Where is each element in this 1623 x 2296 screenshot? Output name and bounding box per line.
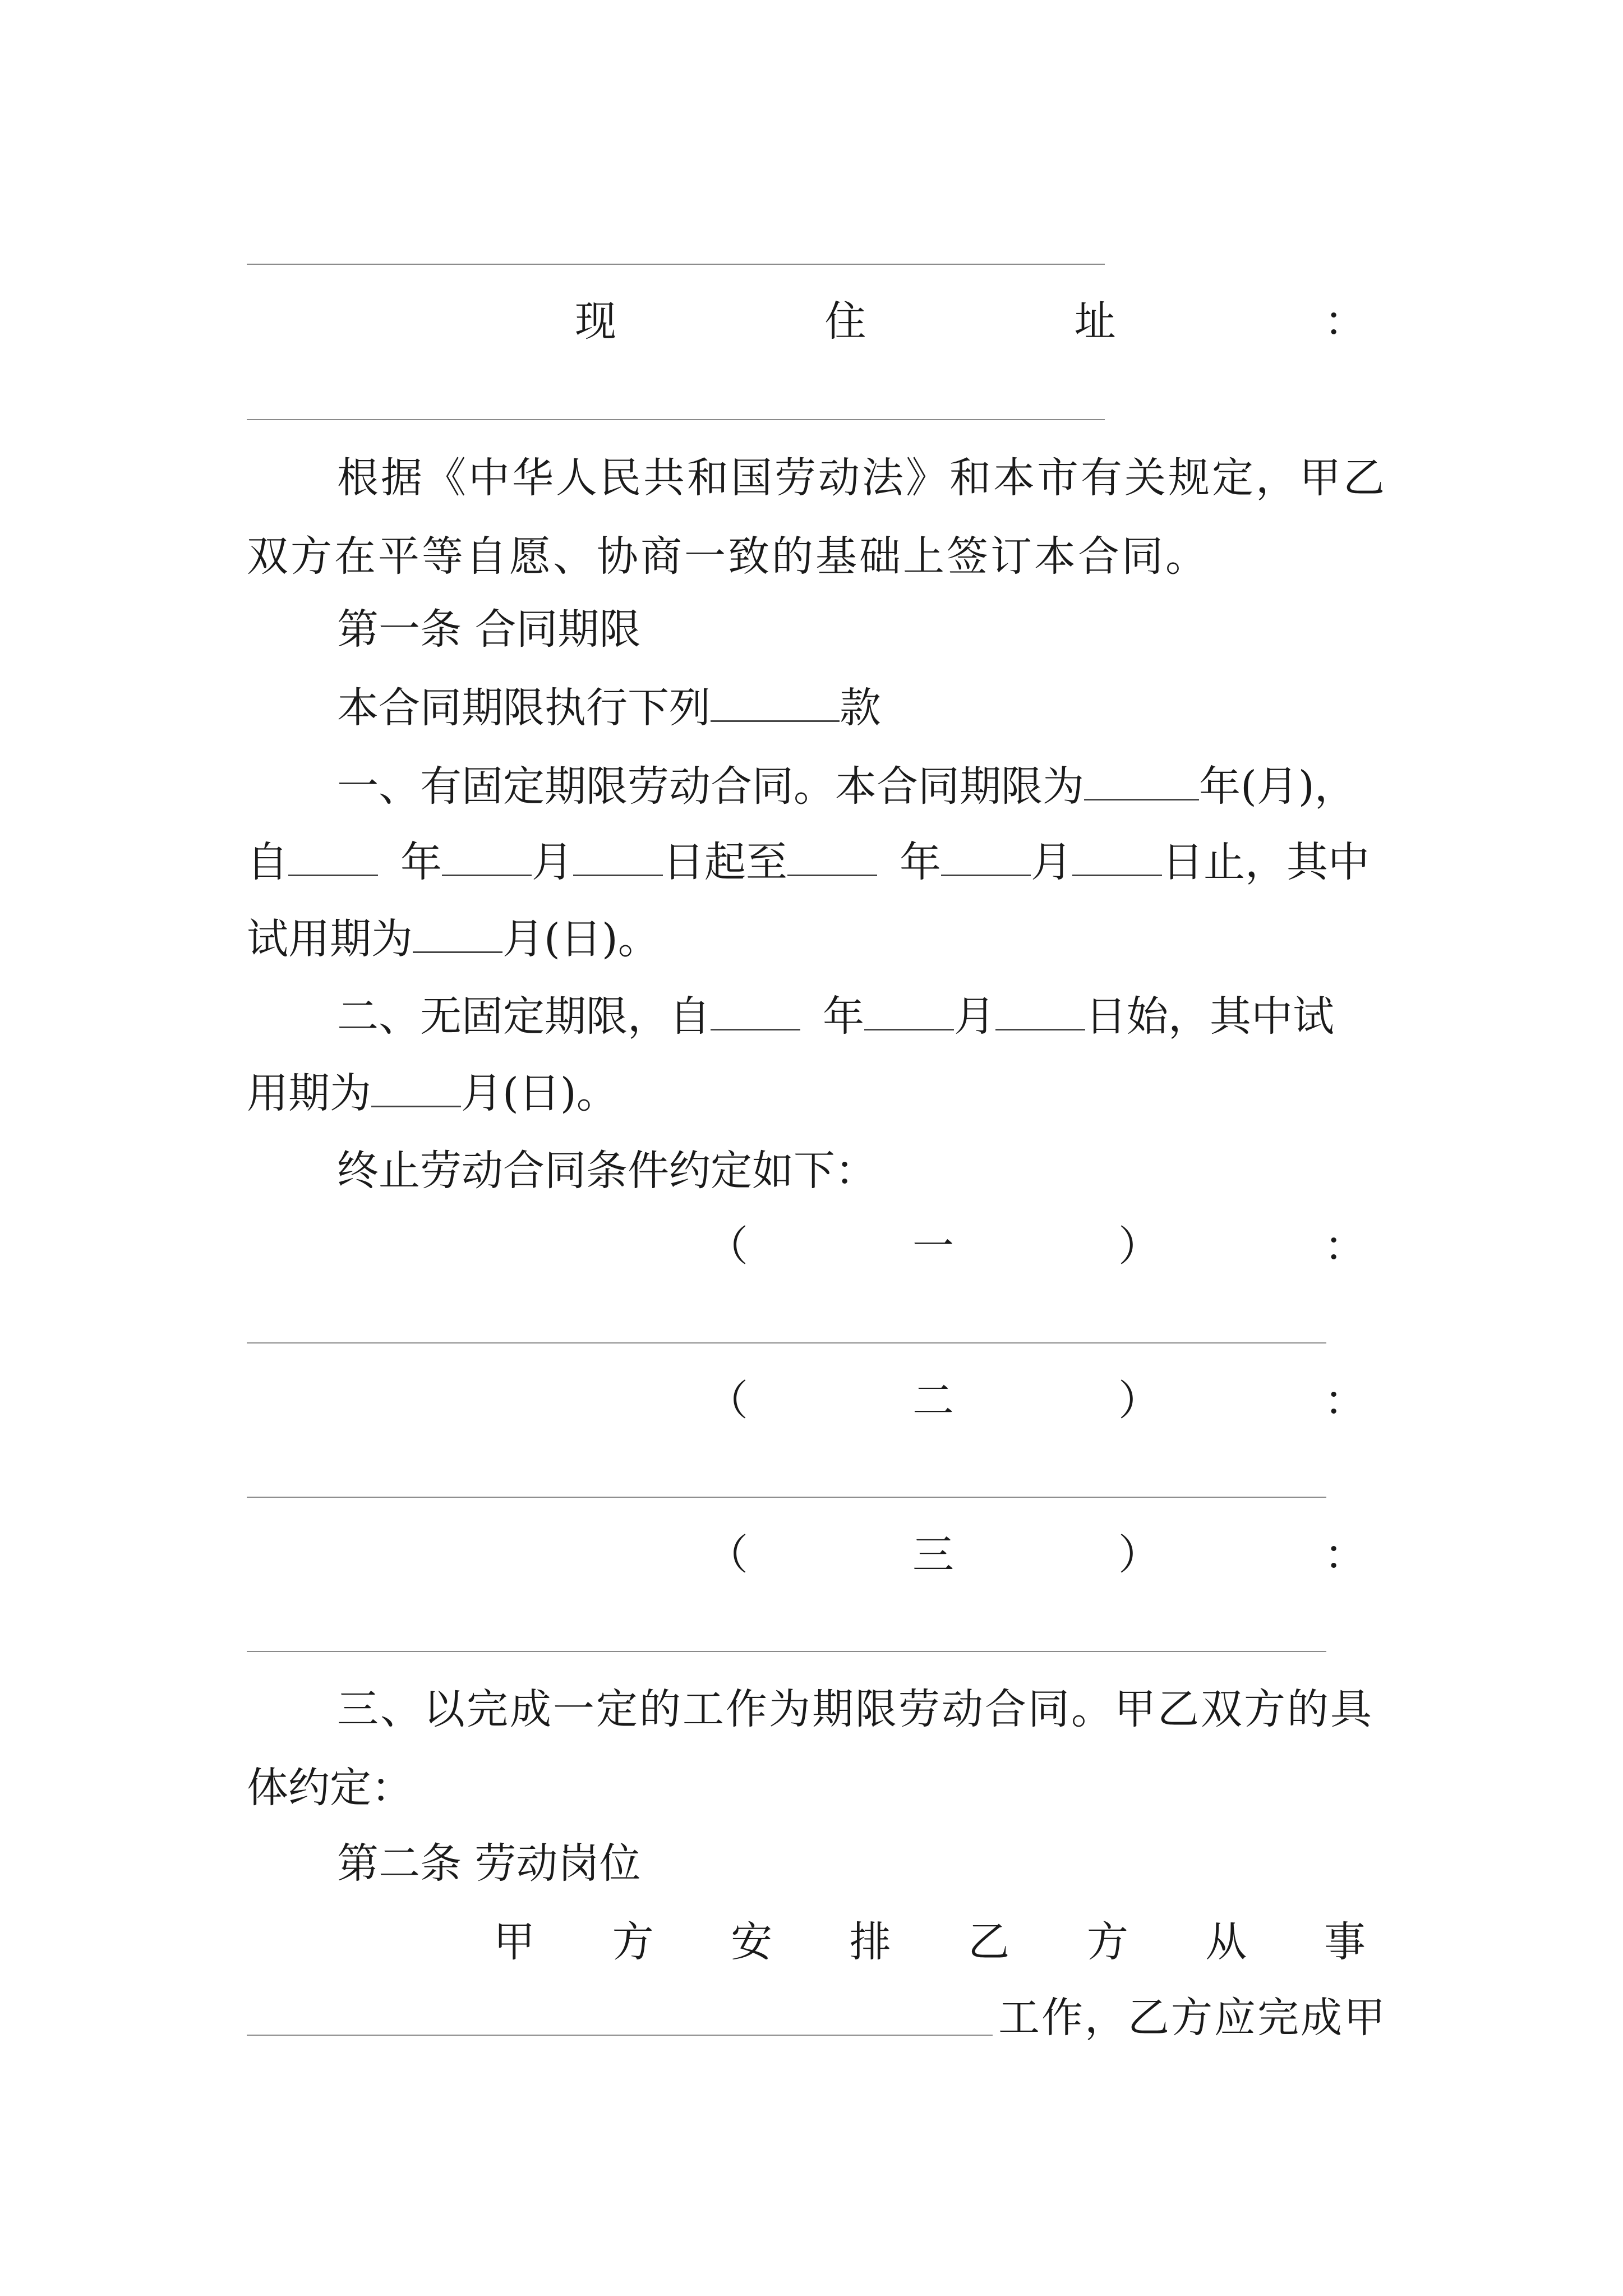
clause1-text: 日止，其中 — [1162, 838, 1370, 886]
clause1-line-2 — [247, 838, 1370, 886]
blank-field — [711, 720, 840, 722]
blank-field — [371, 1105, 461, 1107]
article2-char: 乙 — [968, 1918, 1010, 1966]
blank-field — [995, 1028, 1085, 1030]
condition-number: 二 — [912, 1377, 954, 1425]
blank-field — [1072, 874, 1162, 876]
blank-field — [1084, 798, 1199, 800]
intro-line-2: 双方在平等自愿、协商一致的基础上签订本合同。 — [247, 532, 1209, 581]
clause2-text: 二、无固定期限，自 — [337, 992, 711, 1041]
clause3-line-2: 体约定： — [247, 1764, 413, 1812]
intro-line-1: 根据《中华人民共和国劳动法》和本市有关规定，甲乙 — [337, 454, 1387, 502]
condition-colon: ： — [1324, 1531, 1366, 1579]
condition-number: 一 — [912, 1222, 954, 1271]
clause1-text: 月(日)。 — [502, 915, 660, 963]
article2-char: 安 — [731, 1918, 773, 1966]
clause2-text: 年 — [823, 992, 864, 1041]
blank-field — [864, 1028, 954, 1030]
clause1-text: 年(月)， — [1199, 762, 1356, 811]
blank-field — [288, 874, 378, 876]
select-suffix: 款 — [840, 684, 881, 732]
article2-line-2: 工作，乙方应完成甲 — [998, 1994, 1387, 2042]
article2-char: 从 — [1205, 1918, 1247, 1966]
blank-field — [941, 874, 1031, 876]
article1-heading: 第一条 合同期限 — [337, 605, 641, 654]
clause1-text: 月 — [1031, 838, 1072, 886]
clause2-line-1 — [337, 992, 1334, 1041]
clause3-line-1: 三、以完成一定的工作为期限劳动合同。甲乙双方的具 — [337, 1685, 1373, 1733]
paren-open: （ — [707, 1377, 748, 1425]
article2-char: 方 — [612, 1918, 654, 1966]
clause1-text: 试用期为 — [247, 915, 413, 963]
address-char: 住 — [824, 297, 866, 346]
address-char: 址 — [1074, 297, 1116, 346]
clause1-text: 月 — [532, 838, 573, 886]
blank-field — [413, 951, 502, 953]
address-blank-line — [247, 419, 1105, 420]
condition-2-blank-line — [247, 1497, 1326, 1498]
clause1-line-3 — [247, 915, 660, 963]
condition-3-blank-line — [247, 1651, 1326, 1652]
condition-1-blank-line — [247, 1342, 1326, 1343]
blank-line-top — [247, 264, 1105, 265]
address-colon: ： — [1324, 297, 1366, 346]
article2-heading: 第二条 劳动岗位 — [337, 1839, 641, 1888]
paren-close: ） — [1118, 1531, 1160, 1579]
blank-field — [573, 874, 663, 876]
paren-close: ） — [1118, 1377, 1160, 1425]
article2-char: 甲 — [494, 1918, 535, 1966]
select-prefix: 本合同期限执行下列 — [337, 684, 711, 732]
address-char: 现 — [575, 297, 616, 346]
clause2-text: 用期为 — [247, 1069, 371, 1117]
condition-3 — [707, 1531, 1366, 1579]
blank-field — [787, 874, 877, 876]
article2-line-1 — [494, 1918, 1366, 1966]
clause1-line-1 — [337, 762, 1356, 811]
termination-heading: 终止劳动合同条件约定如下： — [337, 1147, 877, 1195]
condition-number: 三 — [912, 1531, 954, 1579]
condition-2 — [707, 1377, 1366, 1425]
job-blank-line — [247, 2035, 993, 2036]
clause2-text: 月(日)。 — [461, 1069, 618, 1117]
clause2-text: 日始，其中试 — [1085, 992, 1334, 1041]
select-clause-line — [337, 684, 881, 732]
article2-char: 事 — [1324, 1918, 1366, 1966]
paren-open: （ — [707, 1531, 748, 1579]
paren-open: （ — [707, 1222, 748, 1271]
condition-colon: ： — [1324, 1222, 1366, 1271]
clause1-text: 年 — [900, 838, 941, 886]
condition-1 — [707, 1222, 1366, 1271]
article2-char: 排 — [849, 1918, 891, 1966]
address-label — [575, 297, 1366, 346]
article2-char: 方 — [1086, 1918, 1128, 1966]
clause1-text: 年 — [400, 838, 442, 886]
paren-close: ） — [1118, 1222, 1160, 1271]
clause2-text: 月 — [954, 992, 995, 1041]
clause2-line-2 — [247, 1069, 618, 1117]
condition-colon: ： — [1324, 1377, 1366, 1425]
blank-field — [711, 1028, 800, 1030]
clause1-text: 日起至 — [663, 838, 787, 886]
clause1-text: 自 — [247, 838, 288, 886]
blank-field — [442, 874, 532, 876]
clause1-text: 一、有固定期限劳动合同。本合同期限为 — [337, 762, 1084, 811]
